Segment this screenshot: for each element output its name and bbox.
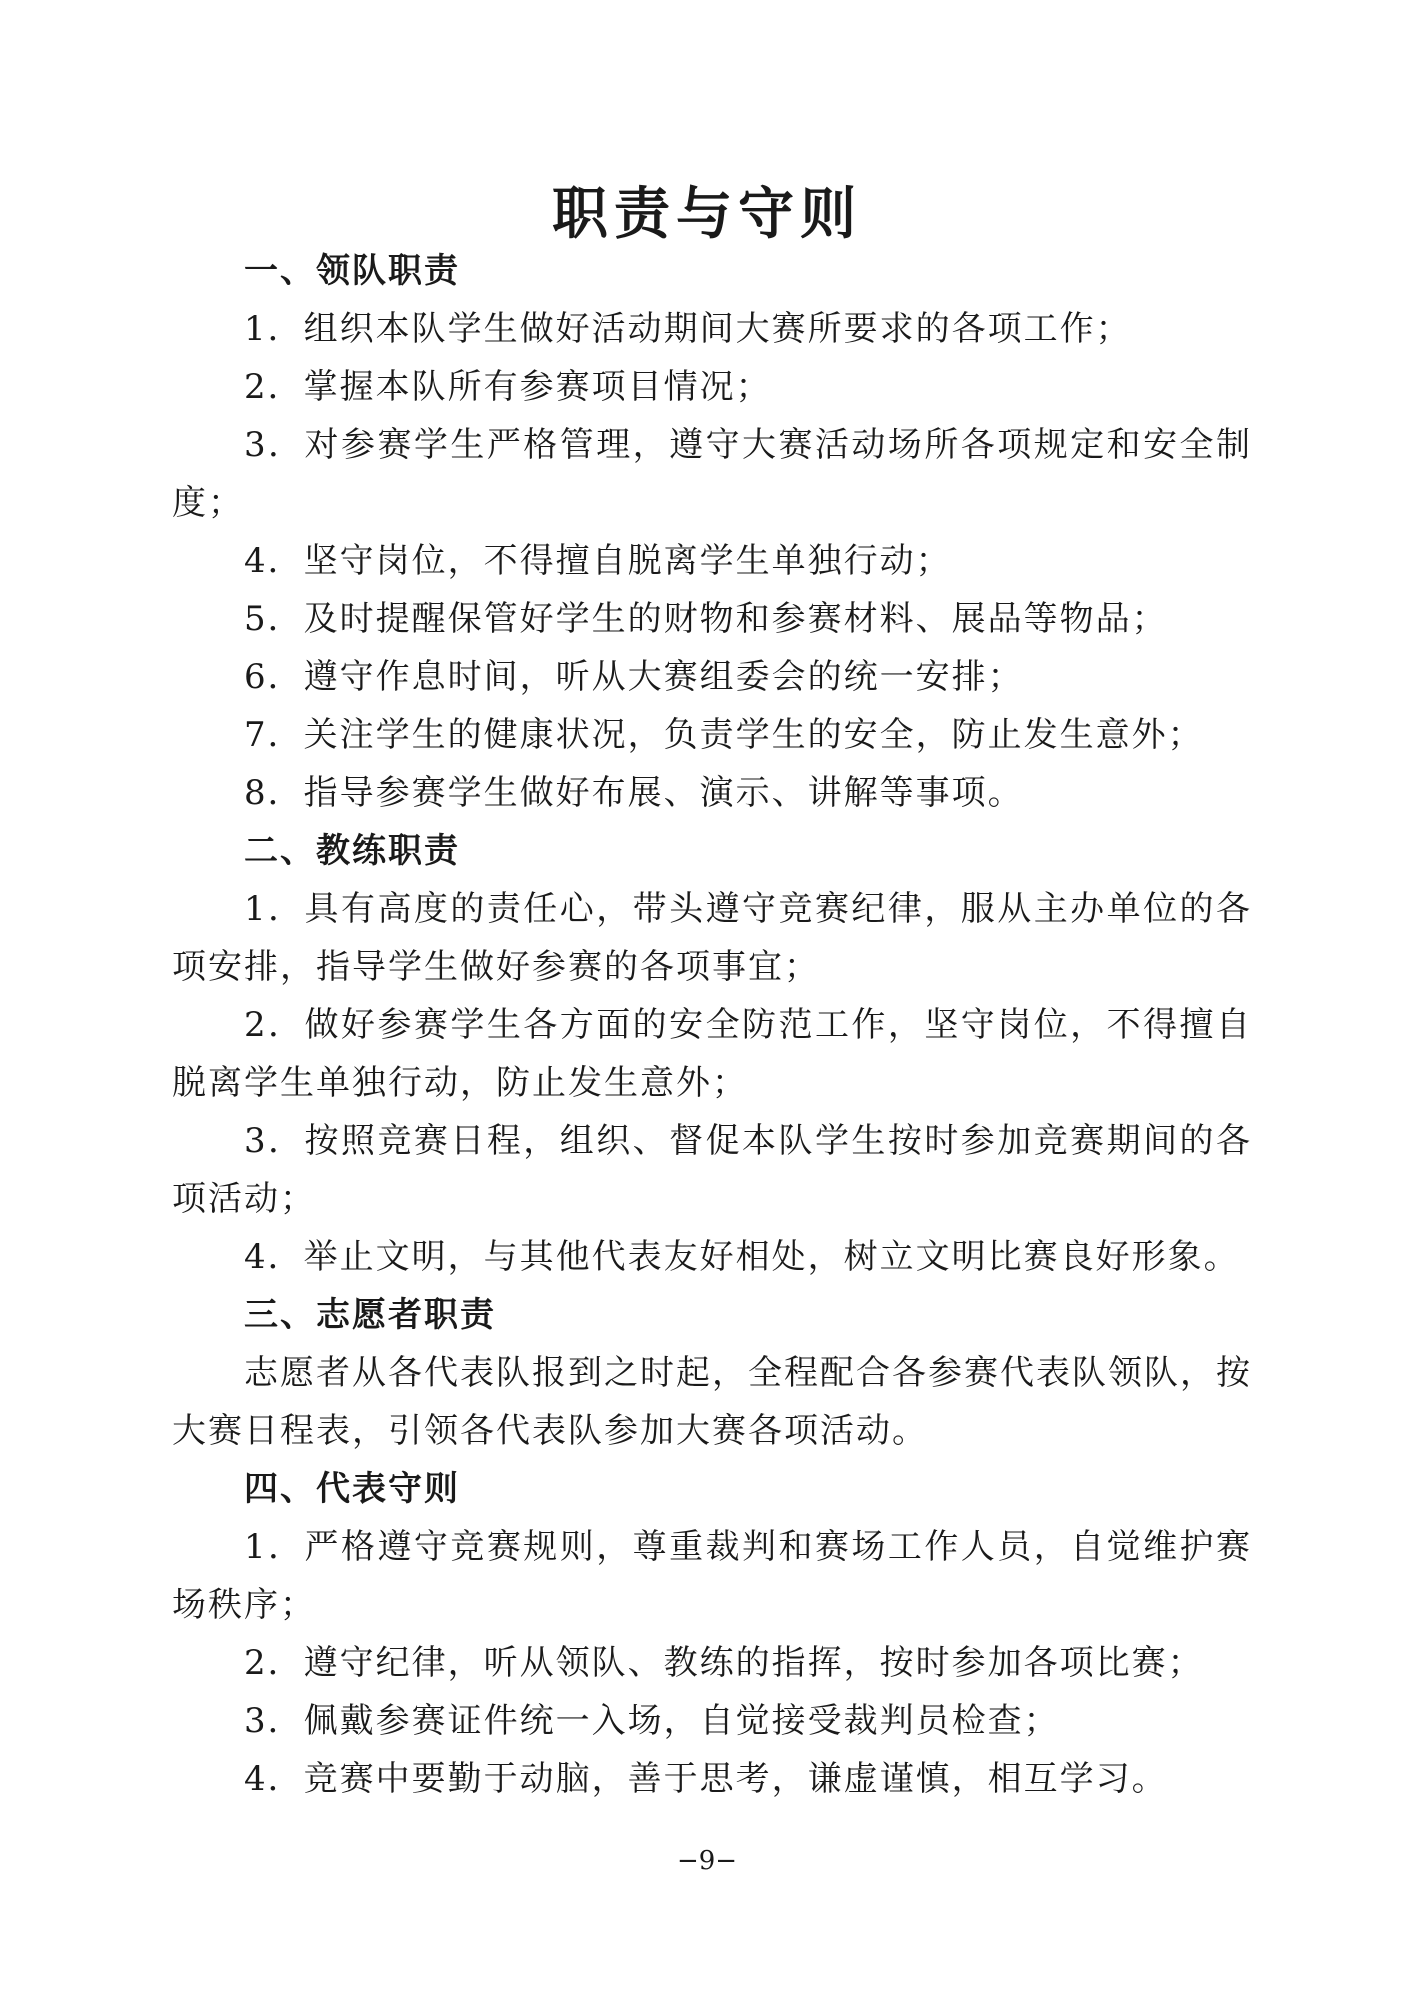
section-delegate-rules xyxy=(172,1460,1252,1808)
section-heading: 四、代表守则 xyxy=(244,1469,460,1509)
paragraph: 3．按照竞赛日程，组织、督促本队学生按时参加竞赛期间的各项活动； xyxy=(172,1121,1252,1219)
paragraph: 3．对参赛学生严格管理，遵守大赛活动场所各项规定和安全制度； xyxy=(172,425,1252,523)
paragraph: 志愿者从各代表队报到之时起，全程配合各参赛代表队领队，按大赛日程表，引领各代表队参加大赛各项活动。 xyxy=(172,1353,1252,1451)
paragraph: 6．遵守作息时间，听从大赛组委会的统一安排； xyxy=(244,657,1024,697)
paragraph: 5．及时提醒保管好学生的财物和参赛材料、展品等物品； xyxy=(244,599,1168,639)
paragraph: 2．做好参赛学生各方面的安全防范工作，坚守岗位，不得擅自脱离学生单独行动，防止发生意外； xyxy=(172,1005,1252,1103)
section-volunteer-duties xyxy=(172,1286,1252,1460)
paragraph: 7．关注学生的健康状况，负责学生的安全，防止发生意外； xyxy=(244,715,1204,755)
section-heading: 一、领队职责 xyxy=(244,251,460,291)
document-body xyxy=(172,242,1252,1808)
section-heading: 三、志愿者职责 xyxy=(244,1295,496,1335)
paragraph: 1．具有高度的责任心，带头遵守竞赛纪律，服从主办单位的各项安排，指导学生做好参赛的各项事宜； xyxy=(172,889,1252,987)
paragraph: 2．遵守纪律，听从领队、教练的指挥，按时参加各项比赛； xyxy=(244,1643,1204,1683)
section-heading: 二、教练职责 xyxy=(244,831,460,871)
paragraph: 2．掌握本队所有参赛项目情况； xyxy=(244,367,772,407)
paragraph: 1．严格遵守竞赛规则，尊重裁判和赛场工作人员，自觉维护赛场秩序； xyxy=(172,1527,1252,1625)
paragraph: 4．竞赛中要勤于动脑，善于思考，谦虚谨慎，相互学习。 xyxy=(244,1759,1168,1799)
page-number: −9− xyxy=(676,1846,738,1876)
section-coach-duties xyxy=(172,822,1252,1286)
paragraph: 1．组织本队学生做好活动期间大赛所要求的各项工作； xyxy=(244,309,1132,349)
paragraph: 4．坚守岗位，不得擅自脱离学生单独行动； xyxy=(244,541,952,581)
paragraph: 3．佩戴参赛证件统一入场，自觉接受裁判员检查； xyxy=(244,1701,1060,1741)
page-title: 职责与守则 xyxy=(552,181,862,247)
paragraph: 8．指导参赛学生做好布展、演示、讲解等事项。 xyxy=(244,773,1024,813)
section-leader-duties xyxy=(172,242,1252,822)
paragraph: 4．举止文明，与其他代表友好相处，树立文明比赛良好形象。 xyxy=(244,1237,1240,1277)
